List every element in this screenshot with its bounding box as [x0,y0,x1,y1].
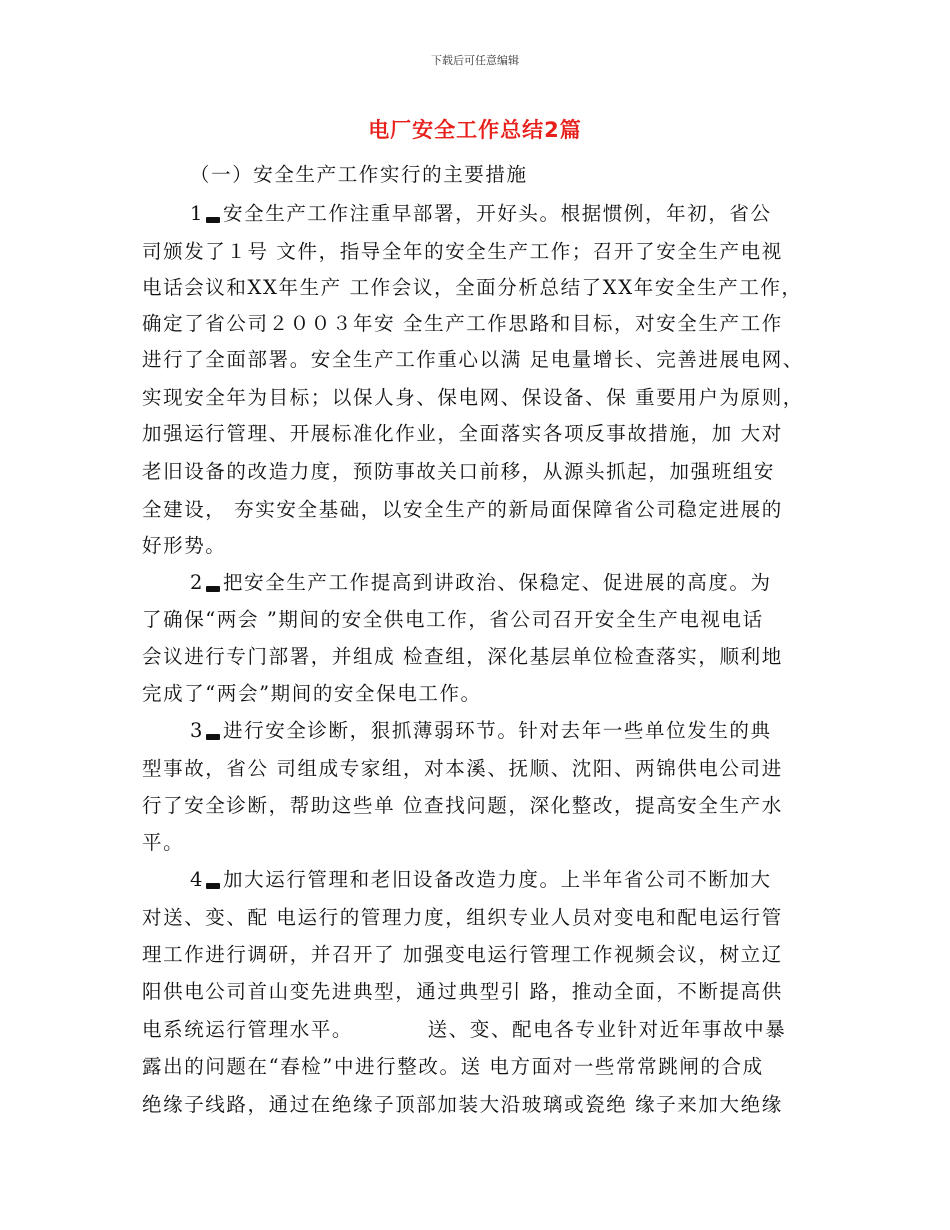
paragraph-line: 确定了省公司２００３年安 全生产工作思路和目标，对安全生产工作 [142,312,783,335]
list-marker-icon [206,734,220,740]
paragraph-line: 了确保“两会 ”期间的安全供电工作，省公司召开安全生产电视电话 [142,608,764,631]
header-note: 下载后可任意编辑 [431,54,519,67]
section-heading: （一）安全生产工作实行的主要措施 [190,163,528,186]
document-title: 电厂安全工作总结2篇 [368,118,582,142]
paragraph-line: 好形势。 [142,534,227,557]
paragraph-line: 实现安全年为目标；以保人身、保电网、保设备、保 重要用户为原则， [142,386,804,409]
paragraph-line: 电话会议和XX年生产 工作会议，全面分析总结了XX年安全生产工作， [142,276,803,299]
item-number: 3 [190,719,205,742]
list-marker-icon [206,586,220,592]
list-marker-icon [206,217,220,223]
paragraph-line: 阳供电公司首山变先进典型，通过典型引 路，推动全面，不断提高供 [142,980,783,1003]
paragraph-line: 绝缘子线路，通过在绝缘子顶部加装大沿玻璃或瓷绝 缘子来加大绝缘 [142,1093,783,1116]
paragraph-1-line-1: 1 安全生产工作注重早部署，开好头。根据惯例，年初，省公 [190,202,772,225]
paragraph-line: 会议进行专门部署，并组成 检查组，深化基层单位检查落实，顺利地 [142,645,783,668]
paragraph-line: 行了安全诊断，帮助这些单 位查找问题，深化整改，提高安全生产水 [142,794,783,817]
paragraph-line: 进行了全面部署。安全生产工作重心以满 足电量增长、完善进展电网、 [142,348,804,371]
paragraph-line: 老旧设备的改造力度，预防事故关口前移，从源头抓起，加强班组安 [142,460,776,483]
paragraph-line: 电系统运行管理水平。 送、变、配电各专业针对近年事故中暴 [142,1018,787,1041]
paragraph-line: 全建设， 夯实安全基础，以安全生产的新局面保障省公司稳定进展的 [142,498,783,521]
paragraph-line: 露出的问题在“春检”中进行整改。送 电方面对一些常常跳闸的合成 [142,1055,764,1078]
paragraph-2-line-1: 2 把安全生产工作提高到讲政治、保稳定、促进展的高度。为 [190,571,772,594]
paragraph-line: 司颁发了１号 文件，指导全年的安全生产工作；召开了安全生产电视 [142,240,783,263]
item-number: 2 [190,571,205,594]
item-number: 4 [190,868,205,891]
paragraph-line: 型事故，省公 司组成专家组，对本溪、抚顺、沈阳、两锦供电公司进 [142,757,783,780]
paragraph-line: 完成了“两会”期间的安全保电工作。 [142,682,482,705]
paragraph-3-line-1: 3 进行安全诊断，狠抓薄弱环节。针对去年一些单位发生的典 [190,719,772,742]
item-number: 1 [190,202,205,225]
paragraph-line: 对送、变、配 电运行的管理力度，组织专业人员对变电和配电运行管 [142,906,783,929]
paragraph-line: 平。 [142,831,185,854]
paragraph-line: 加强运行管理、开展标准化作业，全面落实各项反事故措施，加 大对 [142,422,783,445]
paragraph-line: 理工作进行调研，并召开了 加强变电运行管理工作视频会议，树立辽 [142,943,783,966]
list-marker-icon [206,883,220,889]
paragraph-4-line-1: 4 加大运行管理和老旧设备改造力度。上半年省公司不断加大 [190,868,772,891]
